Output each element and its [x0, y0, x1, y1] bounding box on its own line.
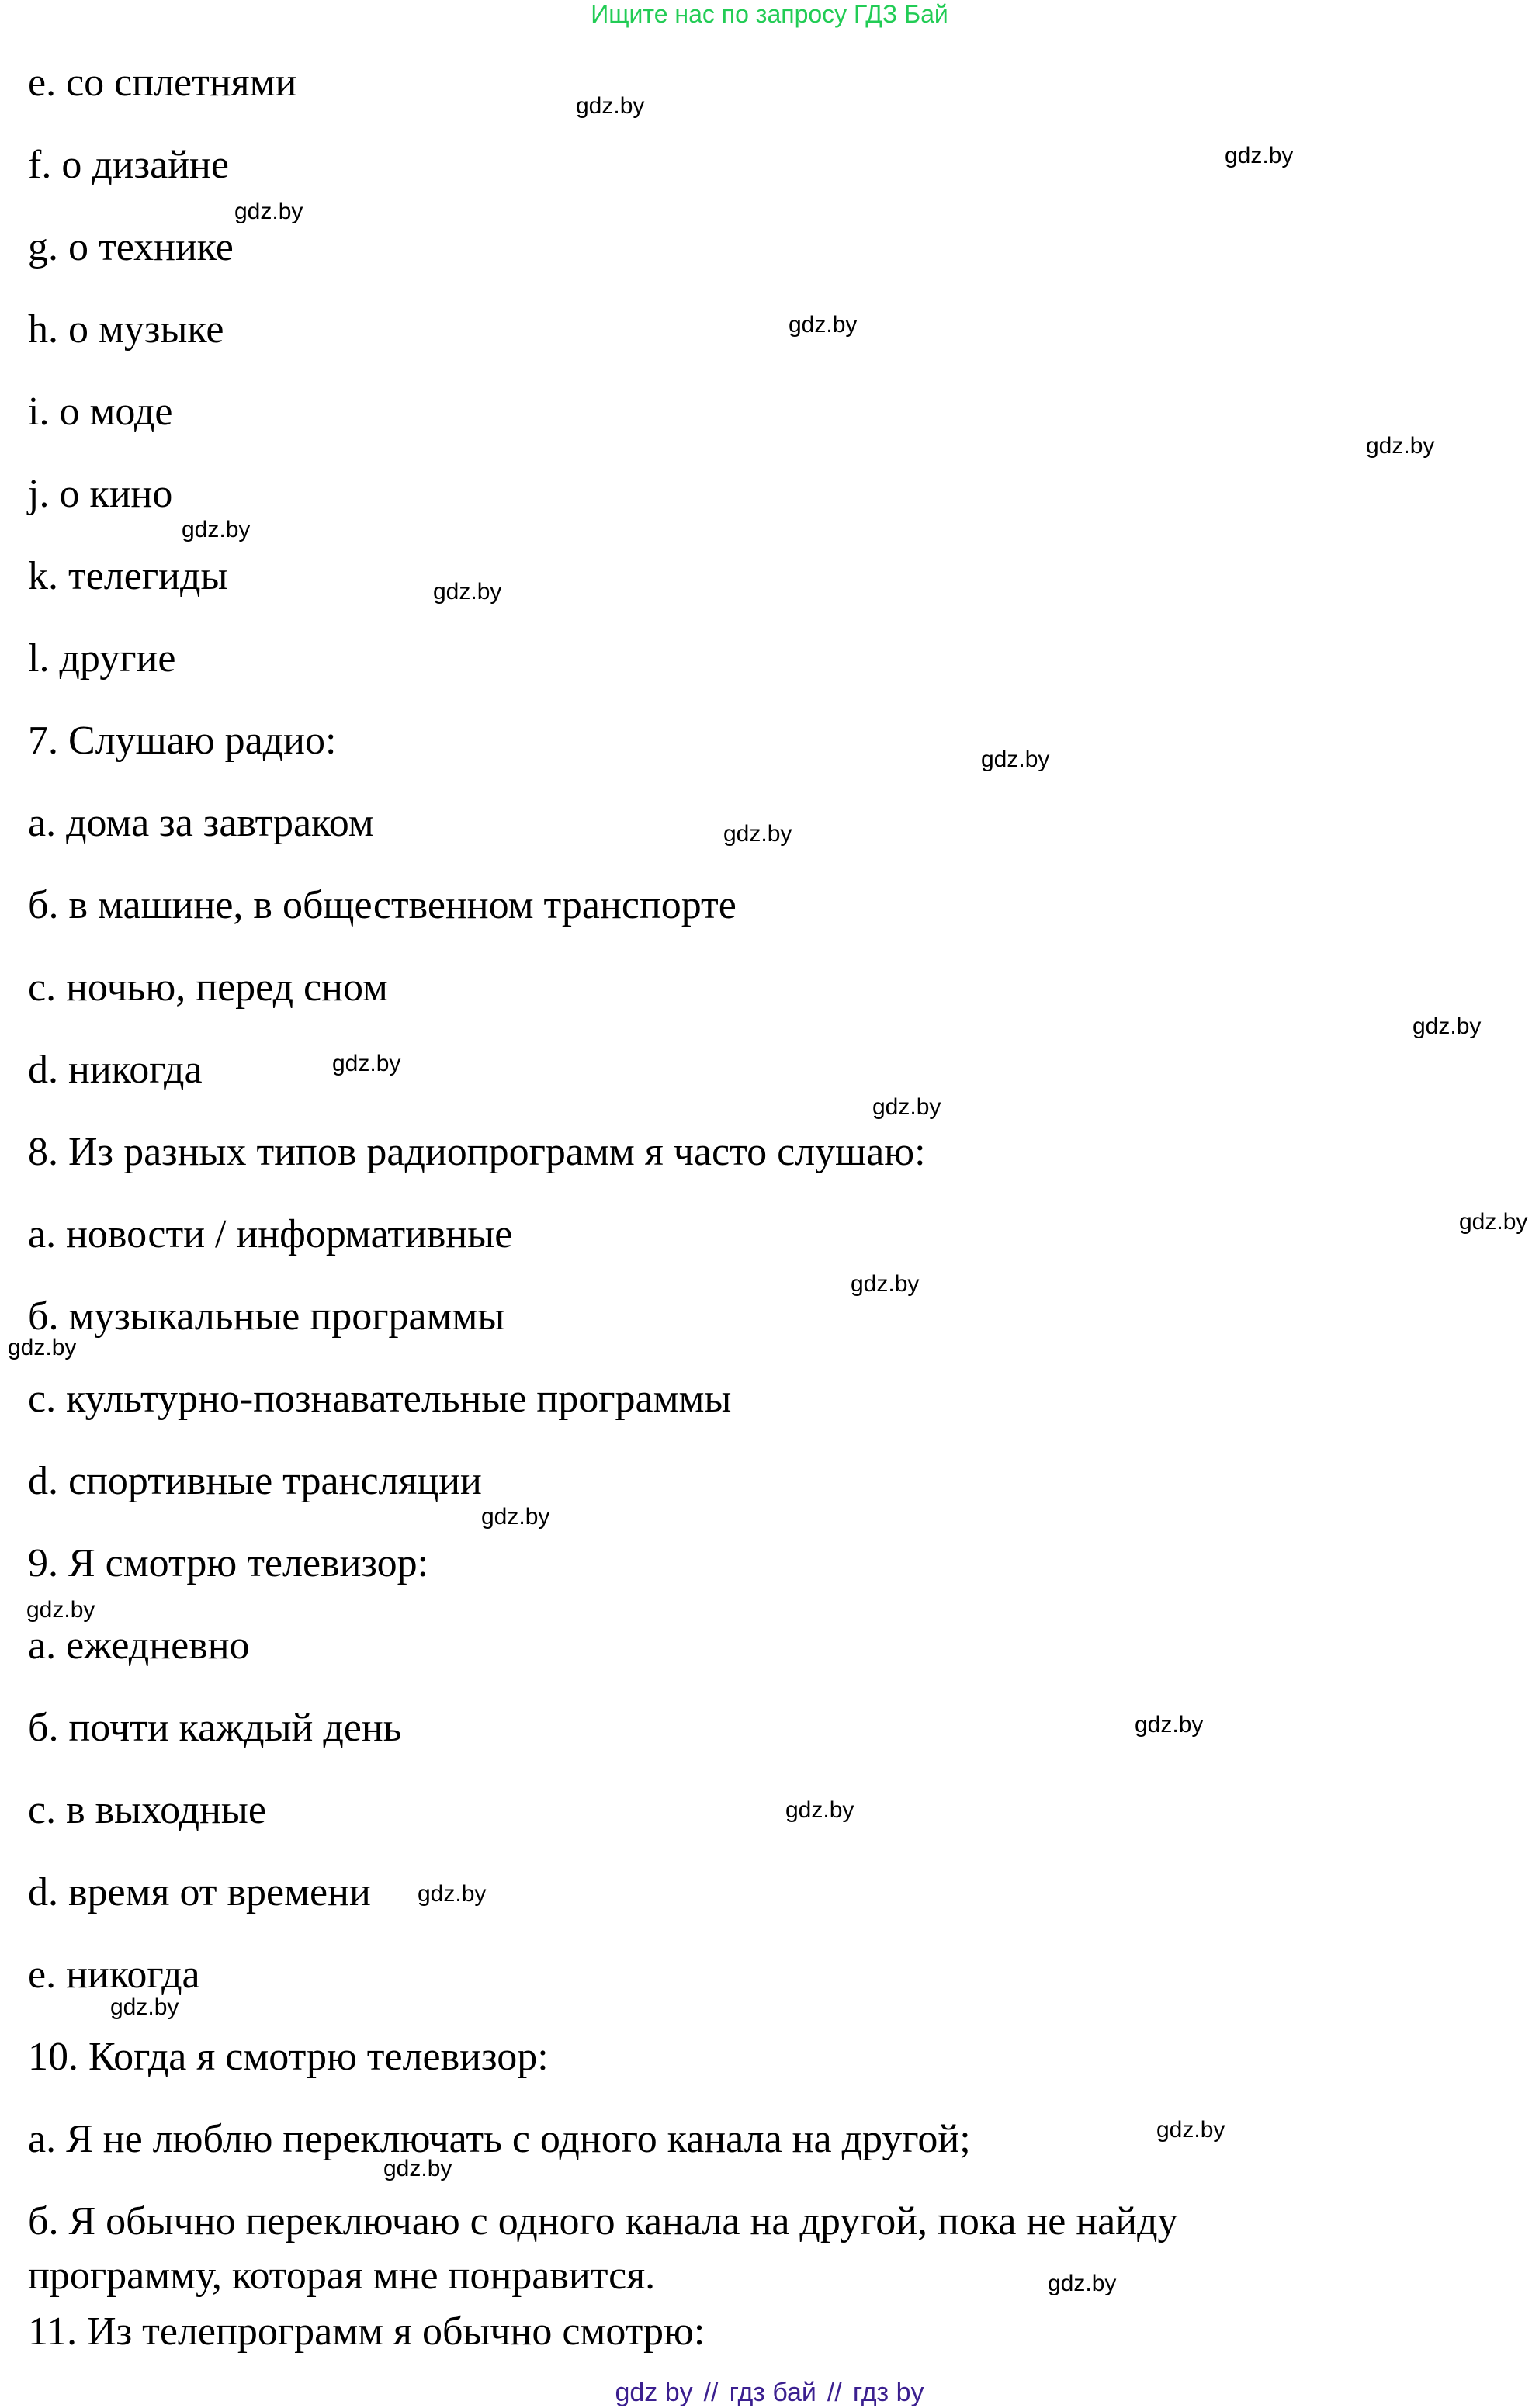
footer-links: [0, 2378, 1539, 2407]
answer-line: б. почти каждый день: [28, 1706, 402, 1750]
watermark: gdz.by: [1366, 433, 1435, 459]
answer-line: h. о музыке: [28, 307, 224, 352]
answer-line: программу, которая мне понравится.: [28, 2254, 656, 2298]
answer-line: k. телегиды: [28, 554, 228, 598]
answer-line: g. о технике: [28, 225, 234, 269]
question-line: 7. Слушаю радио:: [28, 719, 337, 763]
watermark: gdz.by: [981, 747, 1050, 772]
watermark: gdz.by: [789, 312, 858, 338]
watermark: gdz.by: [182, 517, 251, 542]
answer-line: a. дома за завтраком: [28, 801, 374, 845]
watermark: gdz.by: [433, 579, 502, 605]
watermark: gdz.by: [1225, 143, 1294, 168]
answer-line: c. в выходные: [28, 1788, 266, 1832]
answer-line: l. другие: [28, 636, 176, 681]
watermark: gdz.by: [1459, 1209, 1528, 1235]
watermark: gdz.by: [383, 2156, 452, 2181]
search-banner: Ищите нас по запросу ГДЗ Бай: [591, 0, 948, 28]
answer-line: d. время от времени: [28, 1870, 371, 1914]
answer-line: e. никогда: [28, 1952, 200, 1997]
answer-line: б. музыкальные программы: [28, 1294, 505, 1339]
question-line: 10. Когда я смотрю телевизор:: [28, 2035, 549, 2079]
watermark: gdz.by: [332, 1051, 401, 1076]
answer-line: б. Я обычно переключаю с одного канала на другой, пока не найду: [28, 2199, 1178, 2243]
answer-line: d. спортивные трансляции: [28, 1459, 482, 1503]
footer-link-gdz-bai[interactable]: гдз бай: [729, 2378, 816, 2407]
watermark: gdz.by: [8, 1335, 77, 1360]
watermark: gdz.by: [418, 1881, 487, 1907]
watermark: gdz.by: [785, 1797, 854, 1823]
answer-line: f. о дизайне: [28, 143, 229, 187]
watermark: gdz.by: [1412, 1013, 1482, 1039]
watermark: gdz.by: [1156, 2117, 1225, 2143]
watermark: gdz.by: [234, 199, 303, 224]
question-line: 8. Из разных типов радиопрограмм я часто слушаю:: [28, 1130, 926, 1174]
footer-separator: //: [703, 2378, 719, 2407]
watermark: gdz.by: [26, 1597, 95, 1623]
answer-line: i. о моде: [28, 390, 173, 434]
watermark: gdz.by: [576, 93, 645, 119]
answer-line: c. ночью, перед сном: [28, 965, 388, 1010]
watermark: gdz.by: [1048, 2271, 1117, 2296]
footer-link-gdz-by-cyr[interactable]: гдз by: [852, 2378, 924, 2407]
answer-line: б. в машине, в общественном транспорте: [28, 883, 737, 927]
watermark: gdz.by: [872, 1094, 941, 1120]
watermark: gdz.by: [481, 1504, 550, 1530]
answer-line: j. о кино: [28, 472, 173, 516]
footer-link-gdz-by[interactable]: gdz by: [615, 2378, 693, 2407]
watermark: gdz.by: [723, 821, 792, 847]
watermark: gdz.by: [851, 1271, 920, 1297]
answer-line: a. Я не люблю переключать с одного канала на другой;: [28, 2117, 971, 2161]
watermark: gdz.by: [110, 1994, 179, 2020]
question-line: 9. Я смотрю телевизор:: [28, 1541, 429, 1585]
footer-separator: //: [827, 2378, 842, 2407]
watermark: gdz.by: [1135, 1712, 1204, 1738]
answer-line: e. со сплетнями: [28, 61, 297, 105]
answer-line: c. культурно-познавательные программы: [28, 1377, 732, 1421]
answer-line: a. ежедневно: [28, 1623, 250, 1668]
answer-line: d. никогда: [28, 1048, 203, 1092]
answer-line: a. новости / информативные: [28, 1212, 513, 1256]
question-line: 11. Из телепрограмм я обычно смотрю:: [28, 2309, 705, 2354]
